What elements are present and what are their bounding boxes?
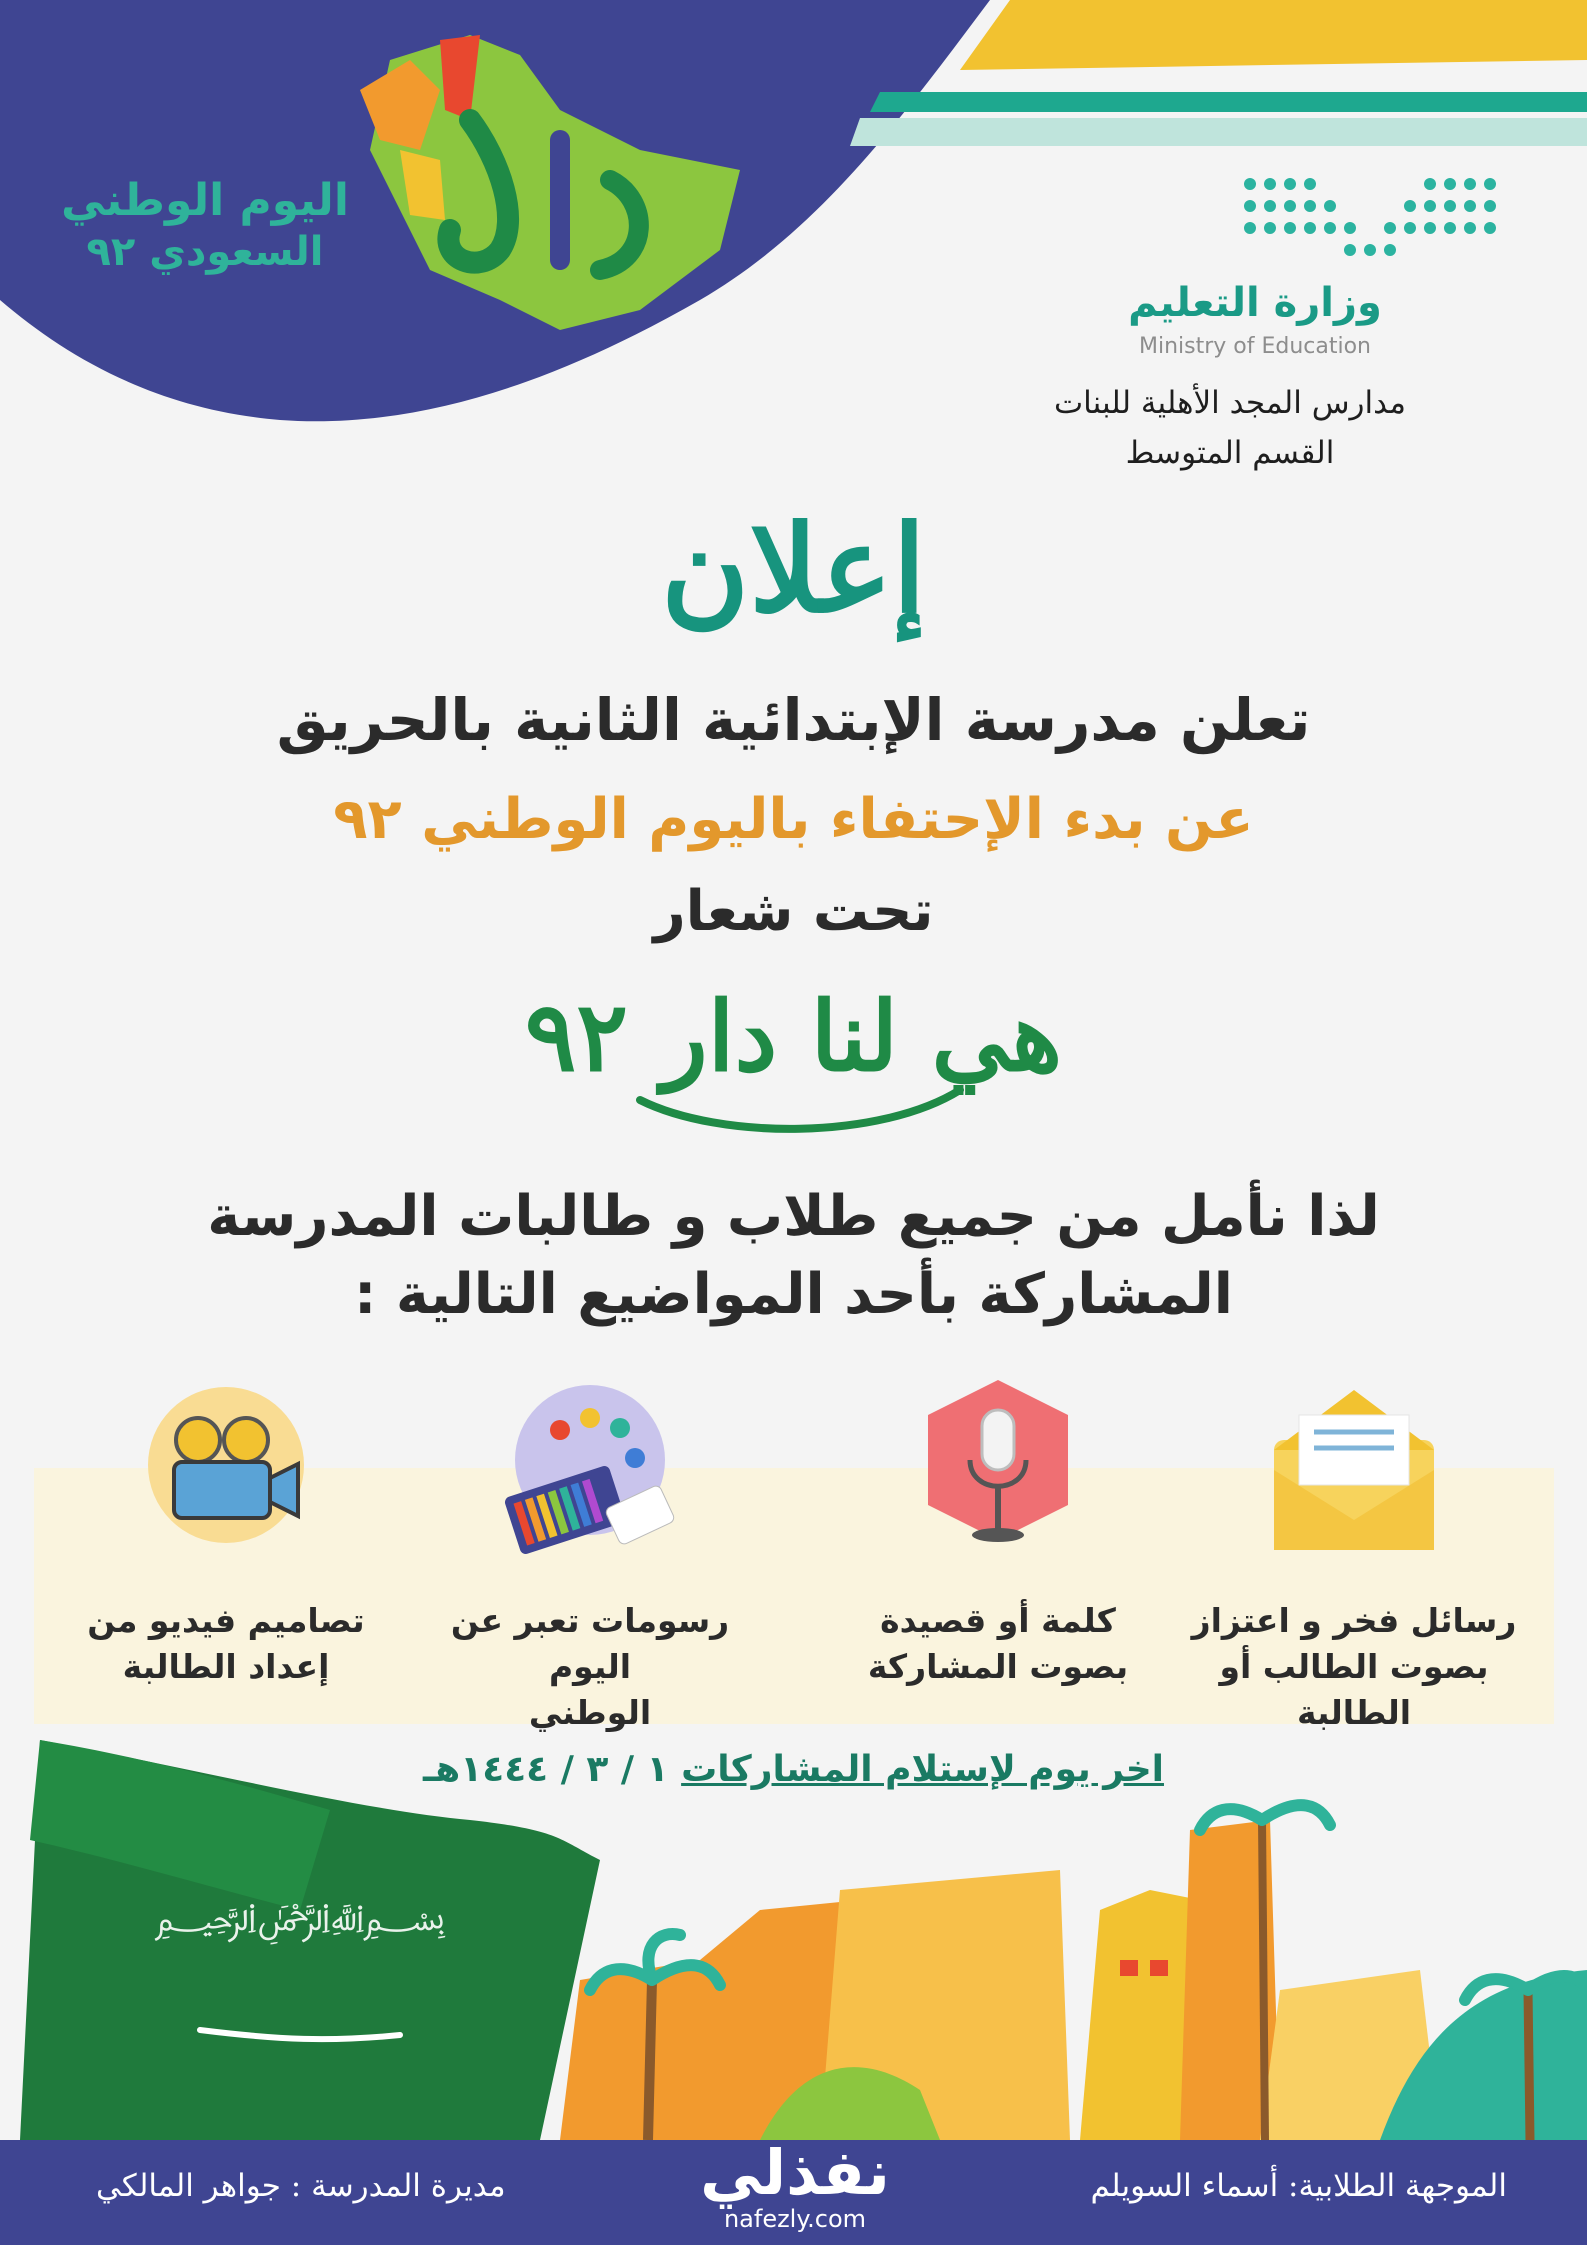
video-camera-icon xyxy=(126,1370,326,1570)
ministry-name-ar: وزارة التعليم xyxy=(1128,280,1382,326)
ministry-name-en: Ministry of Education xyxy=(1138,334,1372,359)
topic-videos xyxy=(46,1370,406,1690)
slogan-swoosh-icon xyxy=(630,1080,970,1140)
announcement-line-1: تعلن مدرسة الإبتدائية الثانية بالحريق xyxy=(276,686,1311,754)
watermark-logo: نفذلي xyxy=(700,2136,890,2209)
announcement-line-4: لذا نأمل من جميع طلاب و طالبات المدرسة xyxy=(207,1184,1380,1249)
school-section: القسم المتوسط xyxy=(1125,435,1335,471)
topic-1-label-1: رسائل فخر و اعتزاز xyxy=(1191,1601,1517,1640)
school-info xyxy=(1030,378,1430,478)
deadline-date: ١ / ٣ / ١٤٤٤هـ xyxy=(423,1749,669,1790)
palette-icon xyxy=(490,1370,690,1570)
topic-1-label-2: بصوت الطالب أو xyxy=(1219,1647,1489,1686)
topic-messages xyxy=(1174,1370,1534,1736)
national-day-logo-text xyxy=(50,175,360,277)
school-name: مدارس المجد الأهلية للبنات xyxy=(1053,385,1407,421)
topic-drawings xyxy=(410,1370,770,1736)
topic-4-label-2: إعداد الطالبة xyxy=(122,1647,330,1686)
announcement-line-3: تحت شعار xyxy=(653,879,934,944)
deadline-label: اخر يوم لإستلام المشاركات xyxy=(681,1749,1164,1790)
announcement-title: إعلان xyxy=(661,499,926,640)
school-principal: مديرة المدرسة : جواهر المالكي xyxy=(96,2168,506,2204)
topic-3-label-2: الوطني xyxy=(528,1693,652,1732)
microphone-icon xyxy=(898,1370,1098,1570)
national-day-line2: السعودي ٩٢ xyxy=(86,229,324,275)
watermark-url: nafezly.com xyxy=(723,2205,867,2233)
slogan: هي لنا دار ٩٢ xyxy=(524,980,1063,1093)
topic-2-label-2: بصوت المشاركة xyxy=(867,1647,1129,1686)
announcement-line-2: عن بدء الإحتفاء باليوم الوطني ٩٢ xyxy=(333,787,1254,852)
deadline-text xyxy=(0,1742,1587,1798)
topic-1-label-3: الطالبة xyxy=(1296,1693,1412,1732)
topic-4-label-1: تصاميم فيديو من xyxy=(87,1601,365,1640)
topic-speech xyxy=(818,1370,1178,1690)
student-supervisor: الموجهة الطلابية: أسماء السويلم xyxy=(1090,2168,1507,2204)
announcement-line-5: المشاركة بأحد المواضيع التالية : xyxy=(354,1262,1233,1327)
svg-text:﷽: ﷽ xyxy=(154,1895,446,1939)
envelope-icon xyxy=(1254,1370,1454,1570)
topic-2-label-1: كلمة أو قصيدة xyxy=(880,1601,1116,1640)
topic-3-label-1: رسومات تعبر عن اليوم xyxy=(450,1601,730,1686)
national-day-line1: اليوم الوطني xyxy=(61,175,349,226)
ministry-logo-icon xyxy=(1240,172,1500,262)
